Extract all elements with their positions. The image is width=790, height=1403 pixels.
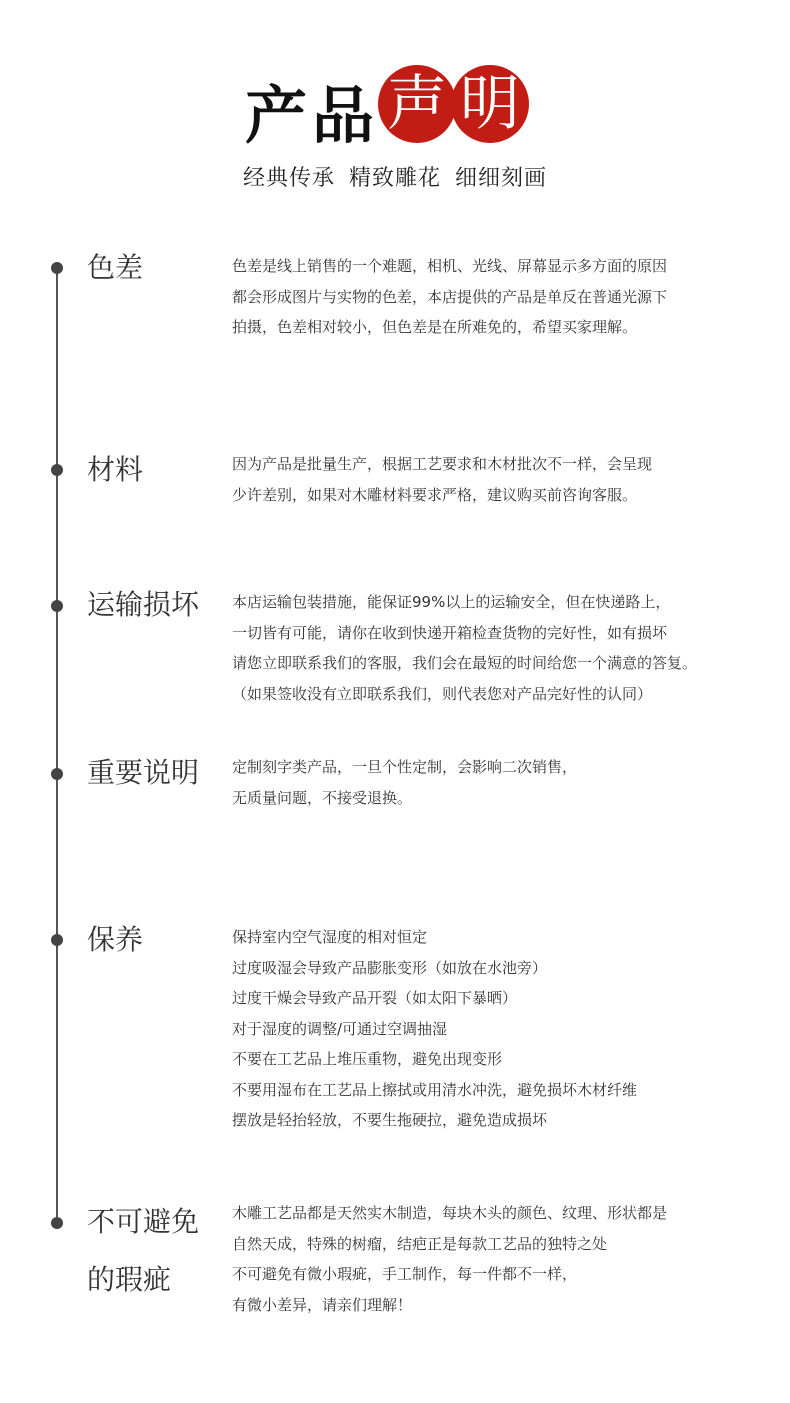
section-body-line: 摆放是轻抬轻放，不要生拖硬拉，避免造成损坏 (232, 1111, 548, 1129)
section-title-line: 运输损坏 (87, 588, 200, 621)
section-body (232, 752, 577, 813)
section-body-line: 对于湿度的调整/可通过空调抽湿 (232, 1019, 448, 1038)
section-body (232, 922, 637, 1136)
page-header (0, 62, 790, 152)
timeline-dot-icon (51, 1217, 63, 1229)
section-title (87, 250, 143, 308)
section-body-line: 过度吸湿会导致产品膨胀变形（如放在水池旁） (232, 958, 548, 977)
section-title (87, 922, 143, 980)
section-title (87, 1204, 199, 1320)
section-body-line: 本店运输包装措施，能保证99%以上的运输安全，但在快递路上， (232, 593, 671, 611)
section-body-line: （如果签收没有立即联系我们，则代表您对产品完好性的认同） (232, 684, 653, 703)
header-subtitle: 经典传承 精致雕花 细细刻画 (243, 166, 547, 191)
section-body (232, 587, 697, 709)
section-body-line: 过度干燥会导致产品开裂（如太阳下暴晒） (232, 989, 518, 1007)
section-title-line: 材料 (87, 453, 144, 486)
section-body-line: 自然天成，特殊的树瘤，结疤正是每款工艺品的独特之处 (232, 1234, 608, 1253)
header-title-circled-char: 声 (378, 65, 456, 143)
section-title (87, 452, 143, 510)
section-body-line: 木雕工艺品都是天然实木制造，每块木头的颜色、纹理、形状都是 (232, 1204, 668, 1222)
section-body-line: 不可避免有微小瑕疵，手工制作，每一件都不一样， (232, 1265, 578, 1283)
timeline-line (56, 266, 58, 1224)
section-body-line: 因为产品是批量生产，根据工艺要求和木材批次不一样，会呈现 (232, 455, 653, 473)
section-body-line: 少许差别，如果对木雕材料要求严格，建议购买前咨询客服。 (232, 485, 638, 504)
section-body-line: 有微小差异，请亲们理解！ (232, 1295, 413, 1314)
section-title-line: 保养 (87, 923, 144, 956)
section-title-line: 重要说明 (87, 756, 200, 789)
section-title-line: 不可避免 (87, 1205, 200, 1238)
section-title-line: 色差 (87, 251, 144, 284)
section-title (87, 755, 199, 813)
section-title (87, 587, 199, 645)
section-body-line: 不要在工艺品上堆压重物，避免出现变形 (232, 1050, 503, 1068)
section-title-line: 的瑕疵 (87, 1263, 172, 1296)
timeline-dot-icon (51, 768, 63, 780)
section-body-line: 不要用湿布在工艺品上擦拭或用清水冲洗，避免损坏木材纤维 (232, 1080, 638, 1099)
timeline-dot-icon (51, 464, 63, 476)
timeline-dot-icon (51, 262, 63, 274)
section-body-line: 都会形成图片与实物的色差，本店提供的产品是单反在普通光源下 (232, 287, 668, 306)
section-body-line: 拍摄，色差相对较小，但色差是在所难免的，希望买家理解。 (232, 318, 638, 336)
section-body-line: 一切皆有可能，请你在收到快递开箱检查货物的完好性，如有损坏 (232, 623, 668, 642)
section-body (232, 449, 652, 510)
header-title-char: 品 (312, 79, 375, 152)
header-title-circled-char: 明 (451, 65, 529, 143)
section-body-line: 定制刻字类产品，一旦个性定制，会影响二次销售， (232, 758, 578, 776)
section-body-line: 色差是线上销售的一个难题，相机、光线、屏幕显示多方面的原因 (232, 257, 668, 275)
timeline-dot-icon (51, 600, 63, 612)
section-body (232, 251, 667, 343)
section-body-line: 保持室内空气湿度的相对恒定 (232, 928, 428, 946)
section-body-line: 无质量问题，不接受退换。 (232, 788, 413, 807)
section-body-line: 请您立即联系我们的客服，我们会在最短的时间给您一个满意的答复。 (232, 654, 698, 672)
header-title-char: 产 (245, 79, 308, 152)
section-body (232, 1198, 667, 1320)
timeline-dot-icon (51, 934, 63, 946)
